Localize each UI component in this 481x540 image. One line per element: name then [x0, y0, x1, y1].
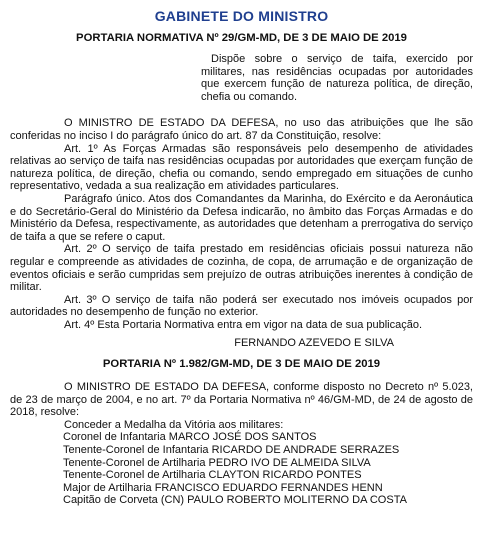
portaria-29-title: PORTARIA NORMATIVA Nº 29/GM-MD, DE 3 DE MAIO DE 2019	[76, 32, 407, 44]
awardee-name: Tenente-Coronel de Infantaria RICARDO DE ANDRADE SERRAZES	[63, 444, 400, 457]
article-1-paragraph: Art. 1º As Forças Armadas são responsáveis pelo desempenho de atividades relativas ao serviço de taifa nas residências ocupadas por autoridades que exerçam função de natureza política, de direção, chefia ou comando, sendo empregado em situações de cunho representativo, vedada a sua realização em atividades particulares.	[10, 142, 473, 193]
article-4-paragraph: Art. 4º Esta Portaria Normativa entra em vigor na data de sua publicação.	[64, 318, 423, 331]
section-heading: GABINETE DO MINISTRO	[154, 8, 329, 24]
article-3-paragraph: Art. 3º O serviço de taifa não poderá ser executado nos imóveis ocupados por autoridades no desempenho de função no exterior.	[10, 293, 473, 319]
sole-paragraph: Parágrafo único. Atos dos Comandantes da Marinha, do Exército e da Aeronáutica e do Secretário-Geral do Ministério da Defesa indicarão, no âmbito das Forças Armadas e do Ministério da Defesa, respectivamente, as autoridades que detenham a prerrogativa do serviço de taifa a que se refere o caput.	[10, 192, 473, 243]
portaria-29-abstract: Dispõe sobre o serviço de taifa, exercido por militares, nas residências ocupadas por autoridades que exercem função de natureza política, de direção, chefia ou comando.	[201, 53, 473, 103]
grant-paragraph: Conceder a Medalha da Vitória aos militares:	[64, 418, 284, 431]
preamble-paragraph: O MINISTRO DE ESTADO DA DEFESA, no uso das atribuições que lhe são conferidas no inciso I do parágrafo único do art. 87 da Constituição, resolve:	[10, 117, 473, 142]
portaria-29-body	[10, 117, 473, 331]
article-2-paragraph: Art. 2º O serviço de taifa prestado em residências oficiais possui natureza não regular e compreende as atividades de cozinha, de copa, de arrumação e de organização de eventos oficiais e serão cumpridas sem prejuízo de outras atribuições inerentes à condição de militar.	[10, 243, 473, 294]
awardee-name: Coronel de Infantaria MARCO JOSÉ DOS SANTOS	[63, 431, 317, 444]
awardee-name: Capitão de Corveta (CN) PAULO ROBERTO MOLITERNO DA COSTA	[63, 494, 407, 507]
awardee-list	[10, 431, 473, 507]
portaria-1982-body	[10, 381, 473, 431]
awardee-name: Tenente-Coronel de Artilharia PEDRO IVO DE ALMEIDA SILVA	[63, 456, 371, 469]
awardee-name: Major de Artilharia FRANCISCO EDUARDO FERNANDES HENN	[63, 481, 383, 494]
portaria-1982-title: PORTARIA Nº 1.982/GM-MD, DE 3 DE MAIO DE 2019	[102, 358, 381, 371]
document-page	[10, 0, 473, 507]
signature: FERNANDO AZEVEDO E SILVA	[234, 337, 394, 350]
preamble-paragraph: O MINISTRO DE ESTADO DA DEFESA, conforme disposto no Decreto nº 5.023, de 23 de março de 2004, e no art. 7º da Portaria Normativa nº 46/GM-MD, de 24 de agosto de 2018, resolve:	[10, 381, 473, 419]
awardee-name: Tenente-Coronel de Artilharia CLAYTON RICARDO PONTES	[63, 469, 362, 482]
